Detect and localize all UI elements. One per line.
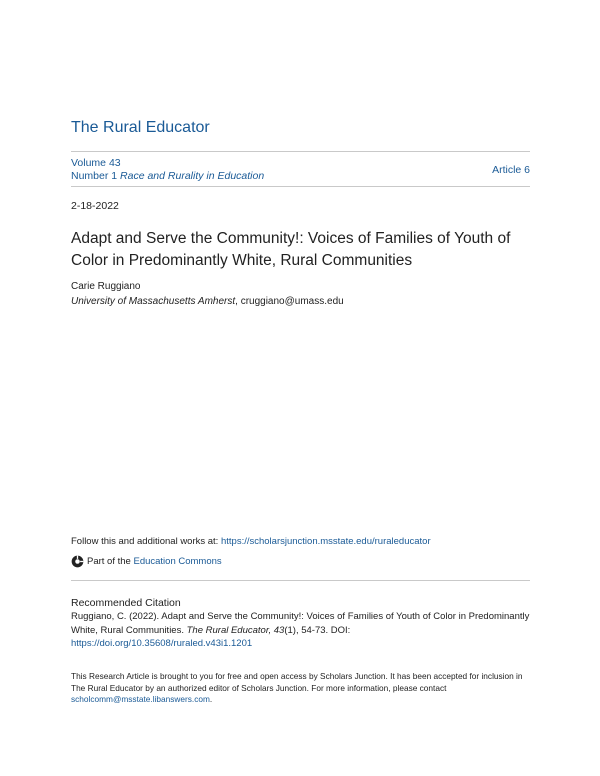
education-commons-link[interactable]: Education Commons xyxy=(133,556,222,567)
issue-theme: Race and Rurality in Education xyxy=(120,170,265,182)
bepress-icon xyxy=(71,555,84,568)
divider-citation xyxy=(71,580,530,581)
citation-journal: The Rural Educator, 43 xyxy=(186,624,285,636)
number-link[interactable] xyxy=(71,170,264,183)
author-name: Carie Ruggiano xyxy=(71,281,141,292)
footer-text: This Research Article is brought to you for free and open access by Scholars Junction. It has been accepted for inclusion in The Rural Educator by an authorized editor of Scholars Junction. For more information, please contact xyxy=(71,671,523,693)
footer-end: . xyxy=(209,694,213,704)
repository-link[interactable]: https://scholarsjunction.msstate.edu/ruraleducator xyxy=(220,536,431,547)
article-title: Adapt and Serve the Community!: Voices of Families of Youth of Color in Predominantly White, Rural Communities xyxy=(71,230,511,269)
citation-part-a: Ruggiano, C. (2022). Adapt and Serve the Community!: Voices of Families of Youth of Color in Predominantly White, Rural Communities. xyxy=(71,611,530,636)
divider-top xyxy=(71,151,530,152)
follow-line xyxy=(71,536,431,547)
follow-text: Follow this and additional works at: xyxy=(71,536,221,547)
divider-bottom xyxy=(71,186,530,187)
affiliation-name: University of Massachusetts Amherst xyxy=(71,296,236,307)
issue-info xyxy=(71,157,264,183)
footer-notice xyxy=(71,671,533,706)
part-of-prefix: Part of the xyxy=(87,556,131,567)
author-affiliation xyxy=(71,296,344,307)
part-of-line xyxy=(71,555,222,568)
author-email: , cruggiano@umass.edu xyxy=(235,296,344,307)
citation-part-b: (1), 54-73. DOI: xyxy=(284,624,351,636)
doi-link[interactable]: https://doi.org/10.35608/ruraled.v43i1.1201 xyxy=(71,638,253,649)
citation-heading: Recommended Citation xyxy=(71,597,181,609)
article-number[interactable]: Article 6 xyxy=(492,164,530,176)
volume-link[interactable]: Volume 43 xyxy=(71,157,121,169)
citation-text xyxy=(71,610,533,651)
contact-email-link[interactable]: scholcomm@msstate.libanswers.com xyxy=(71,694,210,704)
journal-name[interactable]: The Rural Educator xyxy=(71,119,210,136)
number-label: Number 1 xyxy=(71,170,118,182)
publication-date: 2-18-2022 xyxy=(71,200,119,212)
